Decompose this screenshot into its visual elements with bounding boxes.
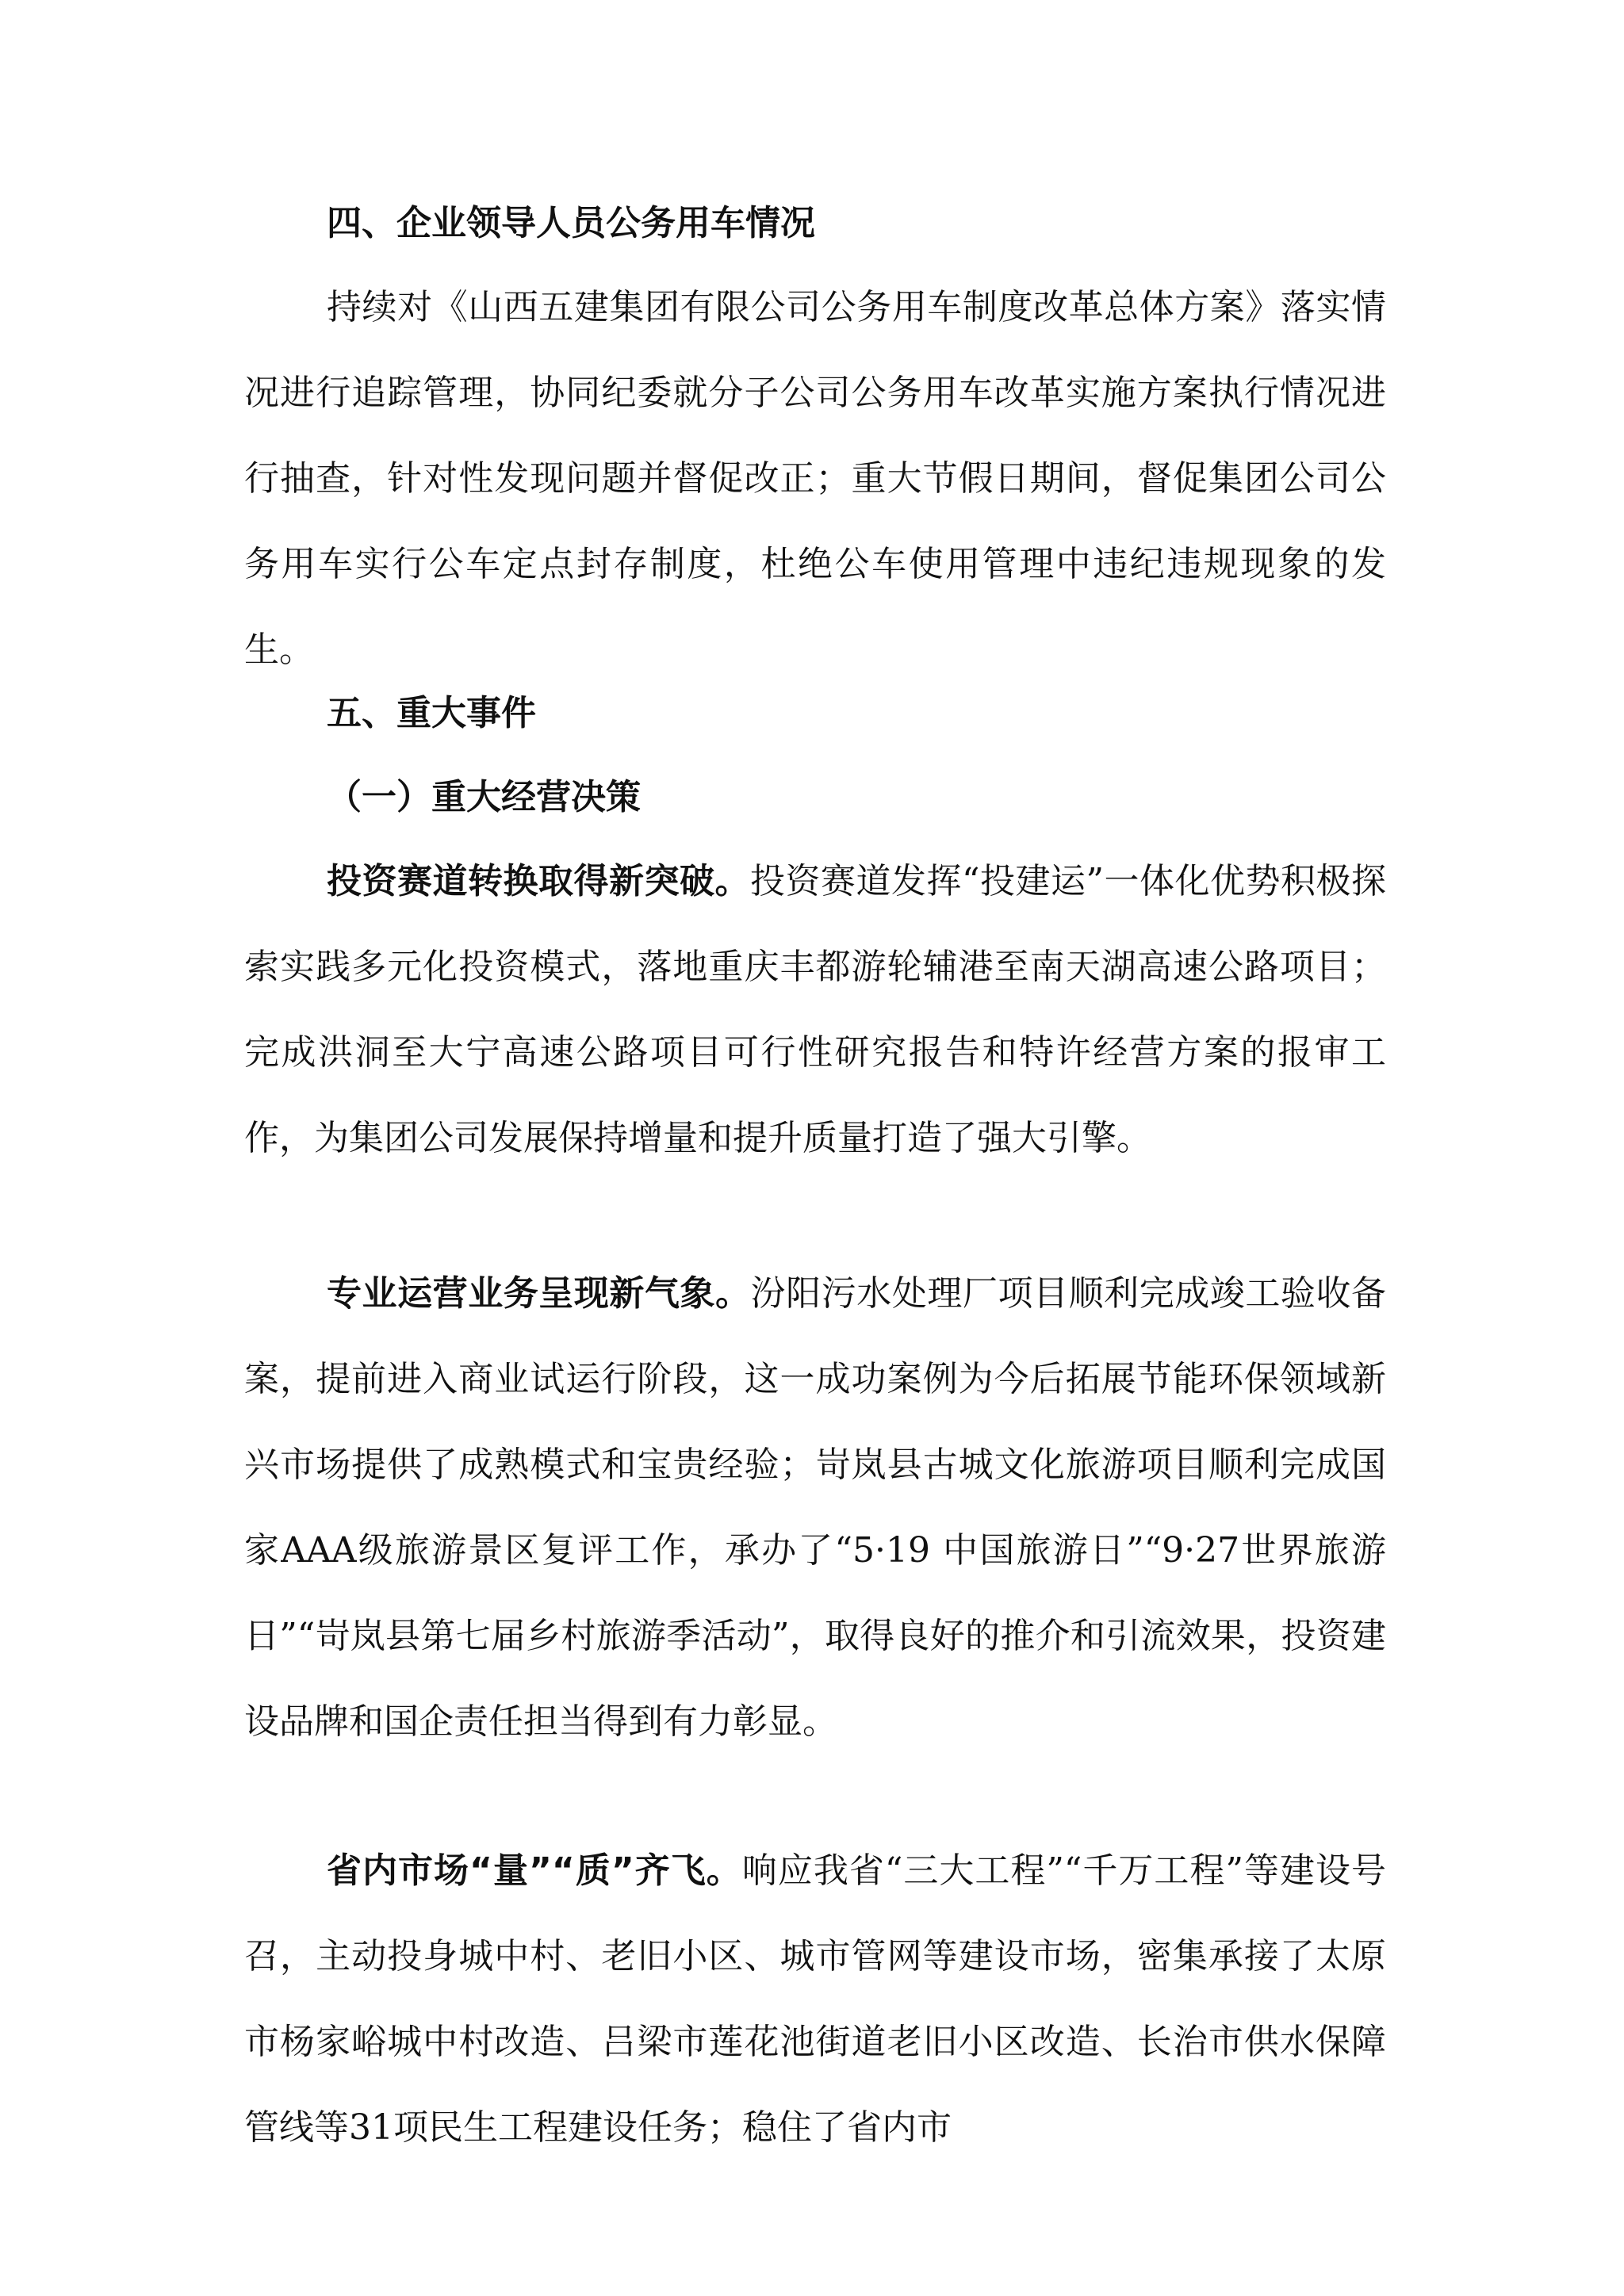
paragraph-operations xyxy=(244,1251,1386,1765)
section-4-paragraph: 持续对《山西五建集团有限公司公务用车制度改革总体方案》落实情况进行追踪管理，协同纪委就分子公司公务用车改革实施方案执行情况进行抽查，针对性发现问题并督促改正；重大节假日期间，督促集团公司公务用车实行公车定点封存制度，杜绝公车使用管理中违纪违规现象的发生。 xyxy=(244,287,1386,670)
paragraph-investment-body: 投资赛道发挥“投建运”一体化优势积极探索实践多元化投资模式，落地重庆丰都游轮辅港至南天湖高速公路项目；完成洪洞至大宁高速公路项目可行性研究报告和特许经营方案的报审工作，为集团公司发展保持增量和提升质量打造了强大引擎。 xyxy=(244,861,1386,1158)
paragraph-provincial-market xyxy=(244,1828,1386,2171)
paragraph-investment xyxy=(244,839,1386,1181)
paragraph-provincial-market-body: 响应我省“三大工程”“千万工程”等建设号召，主动投身城中村、老旧小区、城市管网等建设市场，密集承接了太原市杨家峪城中村改造、吕梁市莲花池街道老旧小区改造、长治市供水保障管线等31项民生工程建设任务；稳住了省内市 xyxy=(244,1850,1386,2148)
paragraph-investment-lead: 投资赛道转换取得新突破。 xyxy=(327,861,750,901)
paragraph-operations-body: 汾阳污水处理厂项目顺利完成竣工验收备案，提前进入商业试运行阶段，这一成功案例为今后拓展节能环保领域新兴市场提供了成熟模式和宝贵经验；岢岚县古城文化旅游项目顺利完成国家AAA级旅游景区复评工作，承办了“5·19 中国旅游日”“9·27世界旅游日”“岢岚县第七届乡村旅游季活动”，取得良好的推介和引流效果，投资建设品牌和国企责任担当得到有力彰显。 xyxy=(244,1273,1387,1742)
paragraph-operations-lead: 专业运营业务呈现新气象。 xyxy=(327,1273,751,1314)
section-5-subheading: （一）重大经营决策 xyxy=(327,777,641,817)
section-4-heading: 四、企业领导人员公务用车情况 xyxy=(327,203,815,243)
paragraph-provincial-market-lead: 省内市场“量”“质”齐飞。 xyxy=(327,1850,742,1891)
section-5-heading: 五、重大事件 xyxy=(327,693,536,733)
